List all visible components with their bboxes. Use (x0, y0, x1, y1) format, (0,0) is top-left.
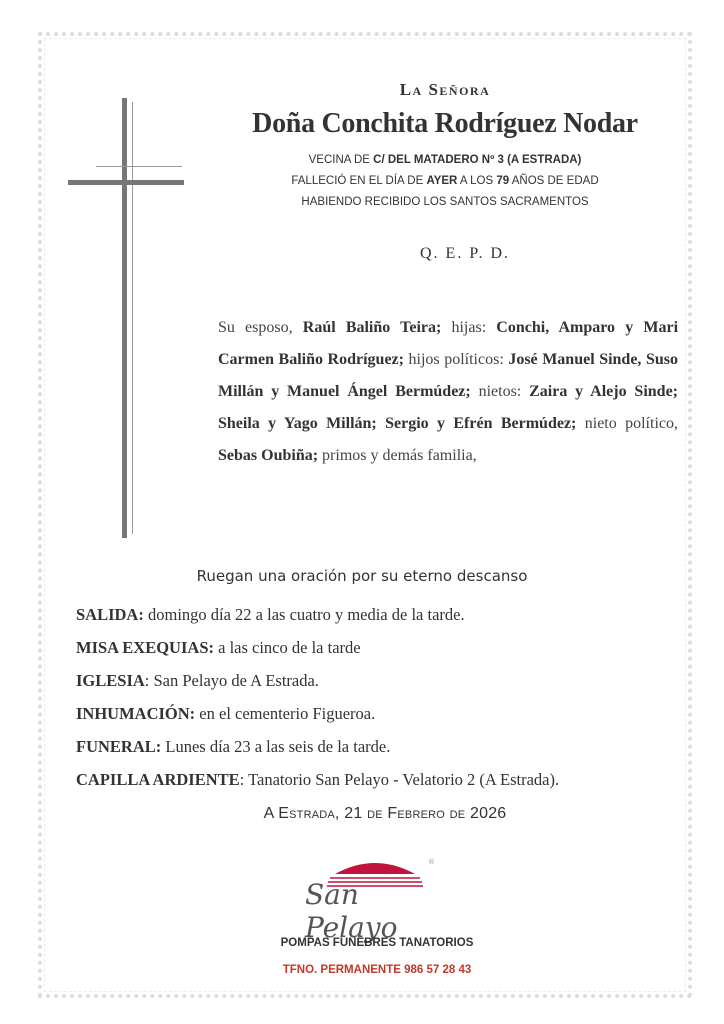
company-tagline: POMPAS FUNEBRES TANATORIOS (280, 937, 474, 949)
logo-text: San Pelayo (305, 878, 398, 944)
company-phone: TFNO. PERMANENTE 986 57 28 43 (282, 964, 472, 976)
place-date: A Estrada, 21 de Febrero de 2026 (263, 805, 507, 822)
family-part: Su esposo, (218, 319, 303, 336)
family-paragraph (218, 312, 678, 472)
detail-iglesia: IGLESIA: San Pelayo de A Estrada. (76, 671, 319, 690)
info-line-sacraments: HABIENDO RECIBIDO LOS SANTOS SACRAMENTOS (301, 196, 589, 208)
family-part: José Manuel Sinde, Suso Millán y Manuel Ángel Bermúdez; (218, 351, 679, 400)
family-part: Zaira y Alejo Sinde; Sheila y Yago Millán; Sergio y Efrén Bermúdez; (218, 383, 679, 432)
cross-icon (66, 98, 186, 538)
detail-salida: SALIDA: domingo día 22 a las cuatro y media de la tarde. (76, 605, 465, 624)
details-list (76, 604, 559, 802)
family-part: nieto político, (576, 415, 678, 432)
family-part: primos y demás familia, (318, 447, 477, 464)
family-part: nietos: (470, 383, 530, 400)
title-la-senora: La Señora (399, 80, 491, 99)
svg-text:®: ® (428, 858, 435, 866)
deceased-name: Doña Conchita Rodríguez Nodar (252, 108, 638, 139)
info-line-residence: VECINA DE C/ DEL MATADERO Nº 3 (A ESTRADA) (308, 154, 582, 166)
detail-misa: MISA EXEQUIAS: a las cinco de la tarde (76, 638, 361, 657)
family-part: Raúl Baliño Teira; (302, 319, 442, 336)
family-part: hijas: (441, 319, 497, 336)
detail-capilla: CAPILLA ARDIENTE: Tanatorio San Pelayo - Velatorio 2 (A Estrada). (76, 770, 560, 789)
prayer-request: Ruegan una oración por su eterno descanso (196, 567, 528, 585)
family-part: Conchi, Amparo y Mari Carmen Baliño Rodríguez; (218, 319, 679, 368)
detail-inhumacion: INHUMACIÓN: en el cementerio Figueroa. (76, 704, 376, 723)
family-part: hijos políticos: (403, 351, 509, 368)
family-part: Sebas Oubiña; (218, 447, 319, 464)
info-line-death: FALLECIÓ EN EL DÍA DE AYER A LOS 79 AÑOS DE EDAD (291, 175, 599, 187)
detail-funeral: FUNERAL: Lunes día 23 a las seis de la tarde. (76, 737, 391, 756)
qepd: Q. E. P. D. (419, 245, 510, 262)
